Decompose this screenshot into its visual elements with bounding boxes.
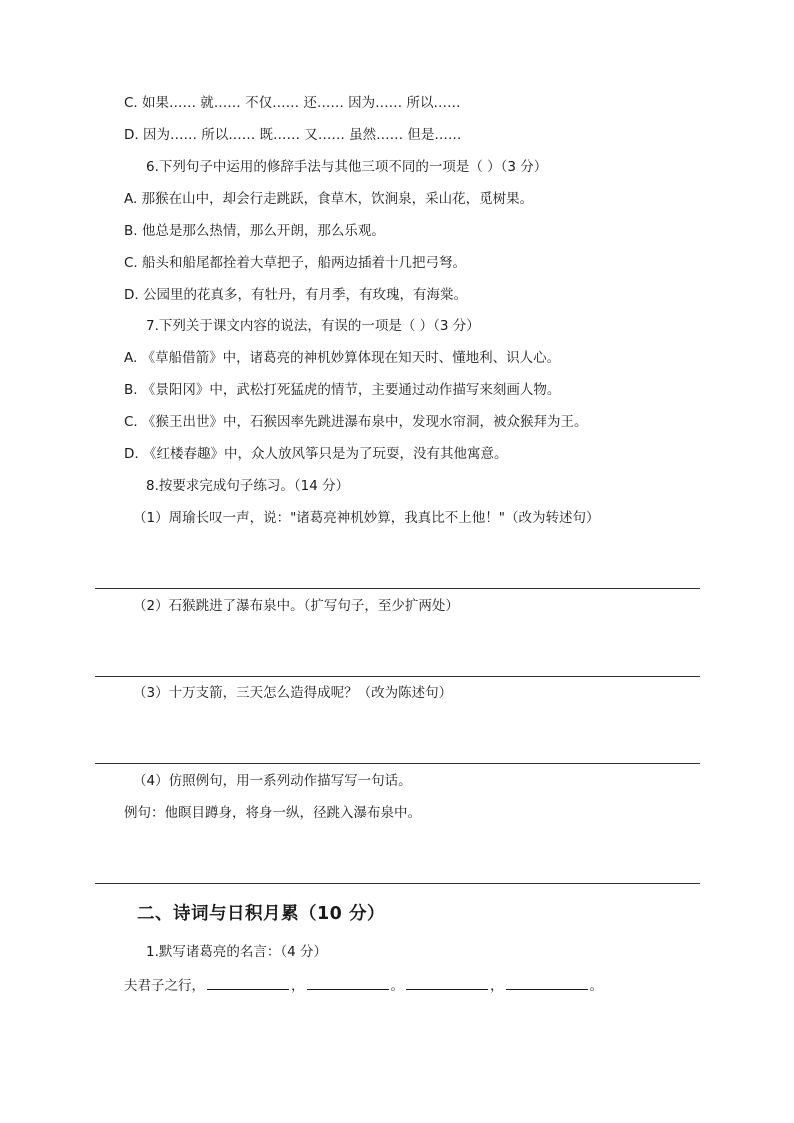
fill-sep-2: 。 — [390, 978, 404, 994]
q7-option-a: A. 《草船借箭》中，诸葛亮的神机妙算体现在知天时、懂地利、识人心。 — [124, 350, 561, 366]
q8-sub3: （3）十万支箭，三天怎么造得成呢？（改为陈述句） — [133, 685, 453, 701]
q6-option-d: D. 公园里的花真多，有牡丹，有月季，有玫瑰，有海棠。 — [124, 287, 467, 303]
fill-sep-3: ， — [490, 978, 504, 994]
q7-option-c: C. 《猴王出世》中，石猴因率先跳进瀑布泉中，发现水帘洞，被众猴拜为王。 — [124, 414, 588, 430]
q8-sub4: （4）仿照例句，用一系列动作描写写一句话。 — [133, 773, 412, 789]
answer-line-4[interactable] — [95, 883, 700, 884]
fill-blank-2[interactable] — [307, 976, 389, 990]
s2-q1-stem: 1.默写诸葛亮的名言：（4 分） — [146, 944, 328, 960]
q5-option-c: C. 如果…… 就…… 不仅…… 还…… 因为…… 所以…… — [124, 95, 461, 111]
fill-sep-1: ， — [291, 978, 305, 994]
fill-prefix: 夫君子之行， — [124, 978, 205, 994]
q8-example: 例句：他瞑目蹲身，将身一纵，径跳入瀑布泉中。 — [124, 805, 421, 821]
section-2-title: 二、诗词与日积月累（10 分） — [137, 904, 385, 924]
fill-blank-4[interactable] — [506, 976, 588, 990]
fill-blank-1[interactable] — [207, 976, 289, 990]
q8-stem: 8.按要求完成句子练习。（14 分） — [146, 478, 350, 494]
fill-sep-4: 。 — [589, 978, 603, 994]
answer-line-3[interactable] — [95, 763, 700, 764]
q8-sub1: （1）周瑜长叹一声，说："诸葛亮神机妙算，我真比不上他！"（改为转述句） — [133, 510, 600, 526]
q8-sub2: （2）石猴跳进了瀑布泉中。（扩写句子，至少扩两处） — [133, 598, 459, 614]
fill-blank-3[interactable] — [406, 976, 488, 990]
q7-option-d: D. 《红楼春趣》中，众人放风筝只是为了玩耍，没有其他寓意。 — [124, 446, 508, 462]
q6-option-b: B. 他总是那么热情，那么开朗，那么乐观。 — [124, 223, 385, 239]
answer-line-2[interactable] — [95, 676, 700, 677]
q6-option-a: A. 那猴在山中，却会行走跳跃，食草木，饮涧泉，采山花，觅树果。 — [124, 191, 534, 207]
q6-option-c: C. 船头和船尾都拴着大草把子，船两边插着十几把弓弩。 — [124, 255, 467, 271]
q5-option-d: D. 因为…… 所以…… 既…… 又…… 虽然…… 但是…… — [124, 127, 462, 143]
q7-stem: 7.下列关于课文内容的说法，有误的一项是（ ）（3 分） — [146, 318, 480, 334]
q7-option-b: B. 《景阳冈》中，武松打死猛虎的情节，主要通过动作描写来刻画人物。 — [124, 382, 561, 398]
fill-in-row — [124, 976, 603, 995]
q6-stem: 6.下列句子中运用的修辞手法与其他三项不同的一项是（ ）（3 分） — [146, 159, 548, 175]
answer-line-1[interactable] — [95, 588, 700, 589]
